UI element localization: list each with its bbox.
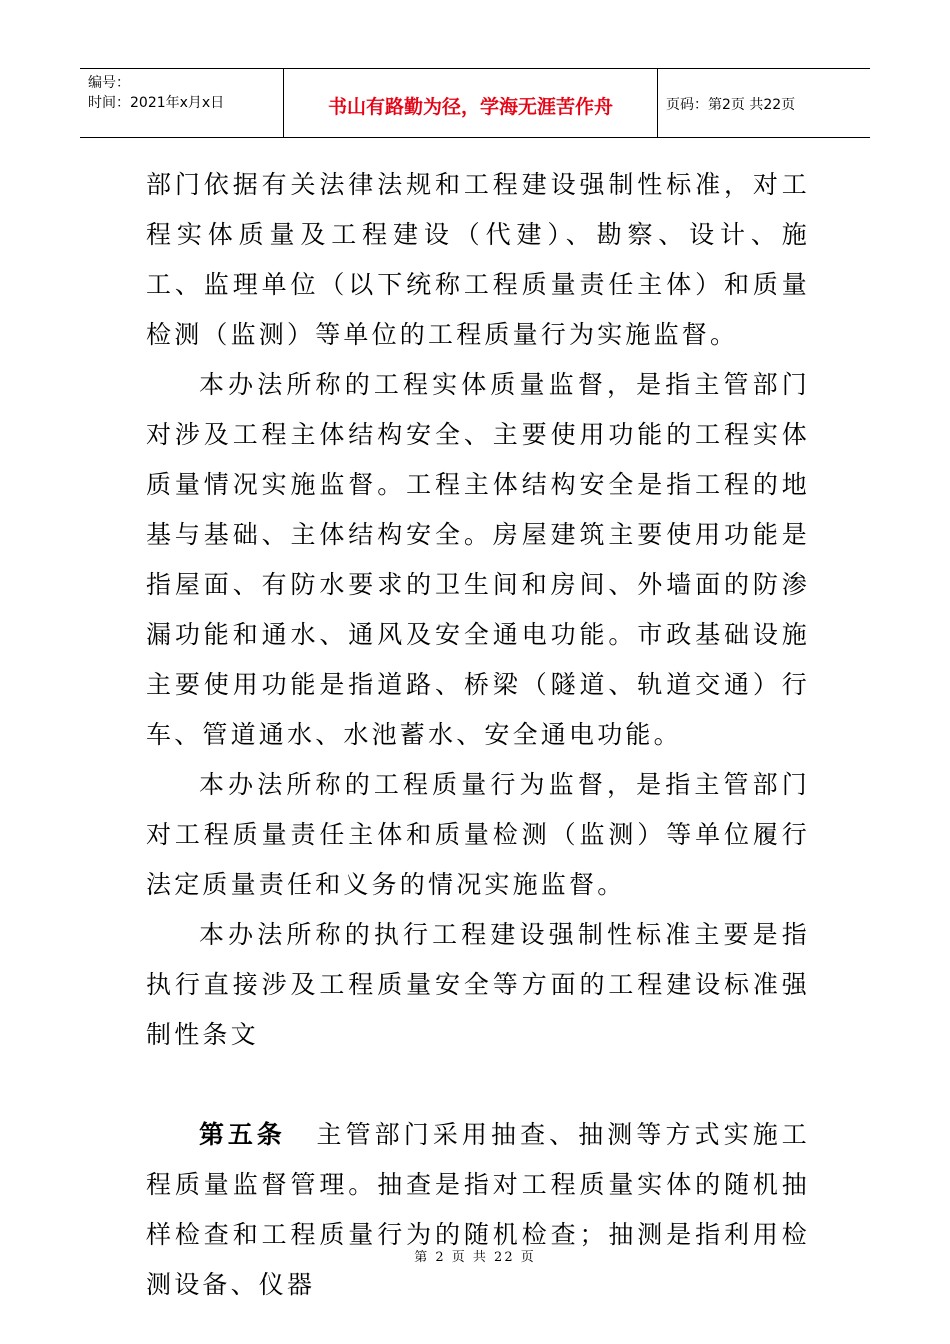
page-header xyxy=(80,68,870,138)
paragraph-gap xyxy=(146,1060,810,1110)
article-5-label: 第五条 xyxy=(199,1120,286,1149)
paragraph-2: 本办法所称的工程实体质量监督，是指主管部门对涉及工程主体结构安全、主要使用功能的工程实体质量情况实施监督。工程主体结构安全是指工程的地基与基础、主体结构安全。房屋建筑主要使用功能是指屋面、有防水要求的卫生间和房间、外墙面的防渗漏功能和通水、通风及安全通电功能。市政基础设施主要使用功能是指道路、桥梁（隧道、轨道交通）行车、管道通水、水池蓄水、安全通电功能。 xyxy=(146,370,810,749)
document-number-label: 编号： xyxy=(88,75,130,91)
page-footer: 第 2 页 共 22 页 xyxy=(414,1250,536,1265)
article-5-text: 主管部门采用抽查、抽测等方式实施工程质量监督管理。抽查是指对工程质量实体的随机抽样检查和工程质量行为的随机检查；抽测是指利用检测设备、仪器 xyxy=(146,1120,810,1299)
header-page-info: 页码：第2页 共22页 xyxy=(666,97,796,113)
document-time-label: 时间：2021年x月x日 xyxy=(88,95,225,111)
article-5-paragraph xyxy=(146,1110,810,1310)
paragraph-4: 本办法所称的执行工程建设强制性标准主要是指执行直接涉及工程质量安全等方面的工程建设标准强制性条文 xyxy=(146,920,810,1049)
header-meta xyxy=(80,69,284,137)
document-body xyxy=(146,160,810,1310)
paragraph-1: 部门依据有关法律法规和工程建设强制性标准，对工程实体质量及工程建设（代建）、勘察、设计、施工、监理单位（以下统称工程质量责任主体）和质量检测（监测）等单位的工程质量行为实施监督。 xyxy=(146,170,810,349)
header-motto: 书山有路勤为径，学海无涯苦作舟 xyxy=(284,69,658,137)
paragraph-3: 本办法所称的工程质量行为监督，是指主管部门对工程质量责任主体和质量检测（监测）等单位履行法定质量责任和义务的情况实施监督。 xyxy=(146,770,810,899)
